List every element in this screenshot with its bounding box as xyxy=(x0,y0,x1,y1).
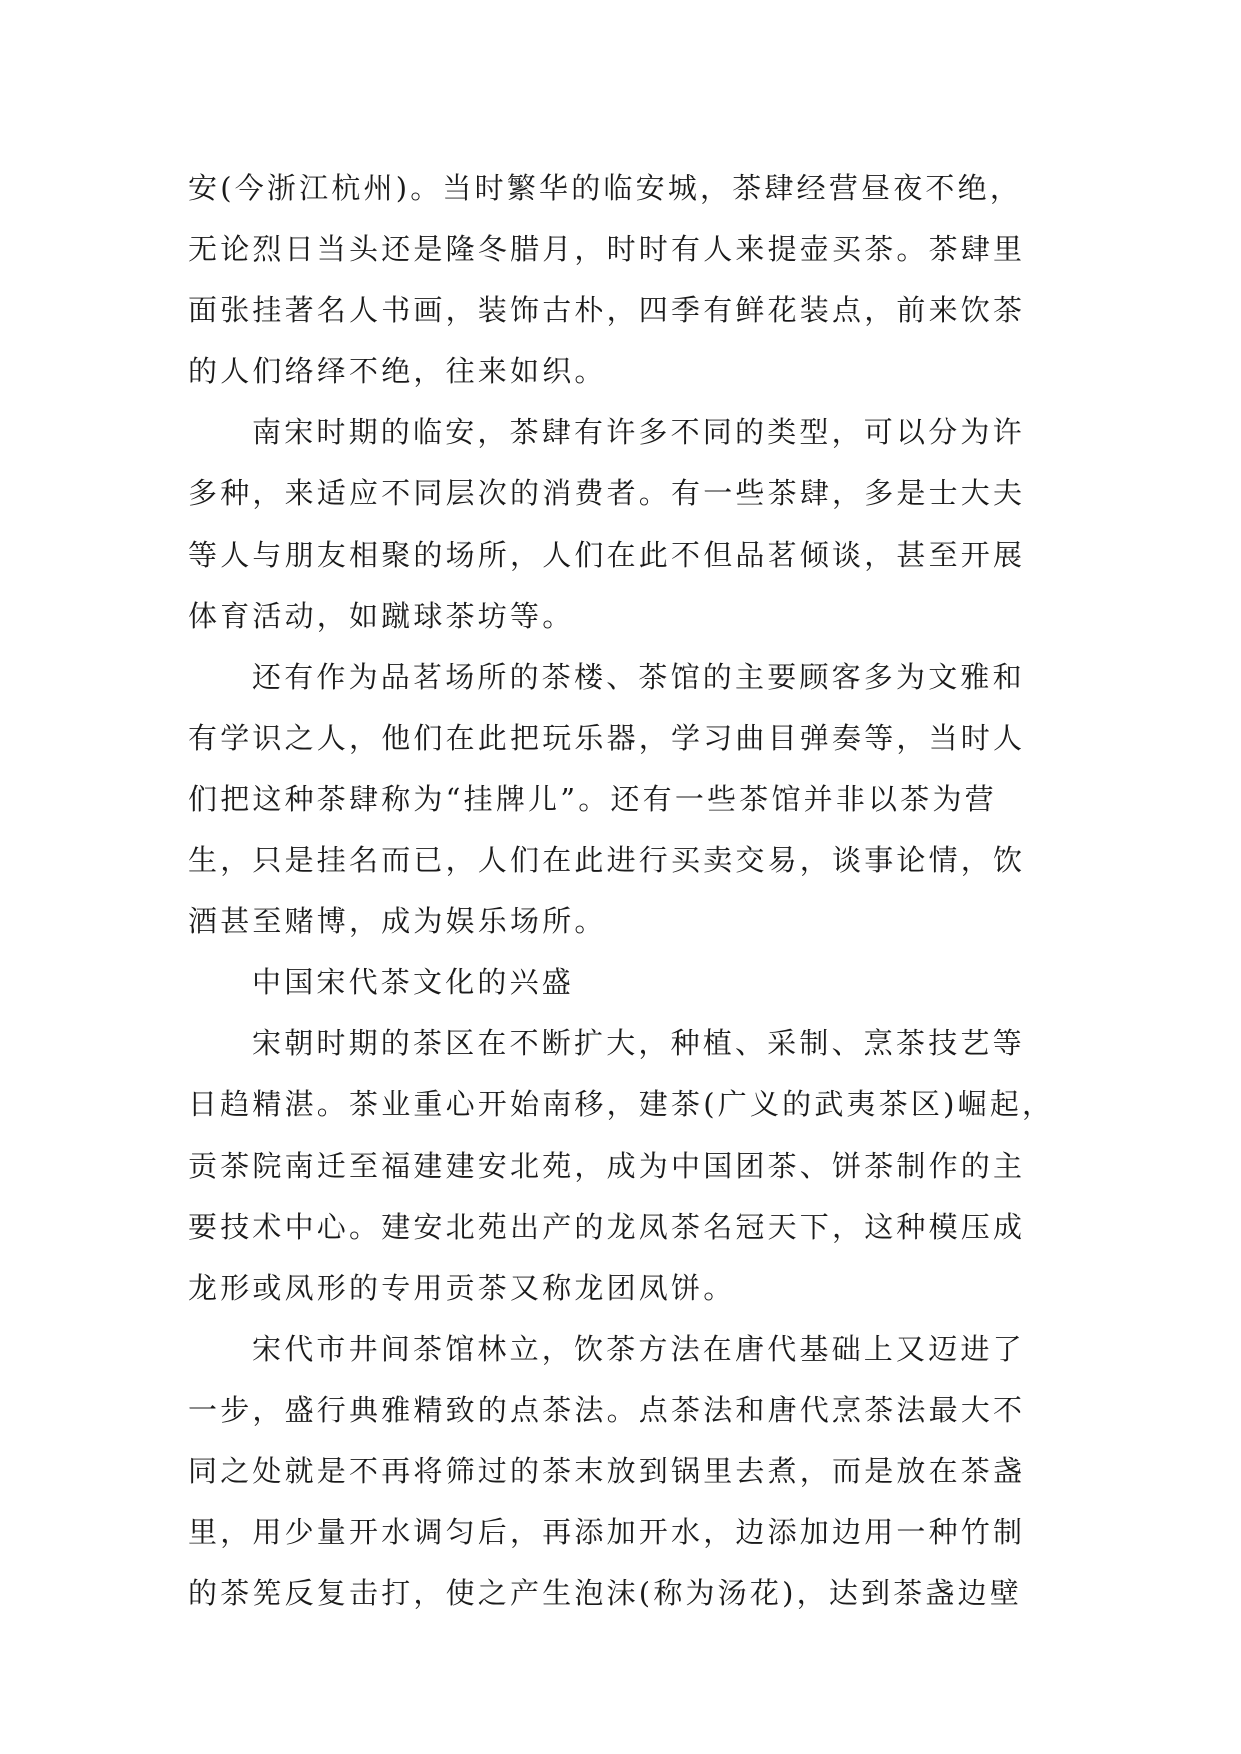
text-line: 安(今浙江杭州)。当时繁华的临安城，茶肆经营昼夜不绝， xyxy=(188,171,1023,205)
text-line: 无论烈日当头还是隆冬腊月，时时有人来提壶买茶。茶肆里 xyxy=(188,232,1026,267)
text-line: 的茶筅反复击打，使之产生泡沫(称为汤花)，达到茶盏边壁 xyxy=(188,1576,1023,1611)
text-line: 酒甚至赌博，成为娱乐场所。 xyxy=(188,904,607,939)
text-line: 贡茶院南迁至福建建安北苑，成为中国团茶、饼茶制作的主 xyxy=(188,1148,1026,1183)
text-line: 南宋时期的临安，茶肆有许多不同的类型，可以分为许 xyxy=(252,415,1025,450)
text-line: 宋代市井间茶馆林立，饮茶方法在唐代基础上又迈进了 xyxy=(252,1331,1025,1366)
text-line: 里，用少量开水调匀后，再添加开水，边添加边用一种竹制 xyxy=(188,1515,1026,1550)
text-line: 要技术中心。建安北苑出产的龙凤茶名冠天下，这种模压成 xyxy=(188,1209,1026,1244)
text-line: 中国宋代茶文化的兴盛 xyxy=(252,965,575,1000)
text-line: 多种，来适应不同层次的消费者。有一些茶肆，多是士大夫 xyxy=(188,476,1026,511)
text-line: 龙形或凤形的专用贡茶又称龙团凤饼。 xyxy=(188,1270,736,1305)
text-line: 日趋精湛。茶业重心开始南移，建茶(广义的武夷茶区)崛起， xyxy=(188,1087,1055,1122)
text-line: 等人与朋友相聚的场所，人们在此不但品茗倾谈，甚至开展 xyxy=(188,537,1026,572)
text-line: 一步，盛行典雅精致的点茶法。点茶法和唐代烹茶法最大不 xyxy=(188,1392,1026,1427)
text-line: 同之处就是不再将筛过的茶末放到锅里去煮，而是放在茶盏 xyxy=(188,1453,1026,1488)
text-line: 面张挂著名人书画，装饰古朴，四季有鲜花装点，前来饮茶 xyxy=(188,293,1026,328)
text-line: 还有作为品茗场所的茶楼、茶馆的主要顾客多为文雅和 xyxy=(252,659,1025,694)
text-line: 宋朝时期的茶区在不断扩大，种植、采制、烹茶技艺等 xyxy=(252,1026,1025,1061)
body-text xyxy=(188,158,1054,1624)
text-line: 体育活动，如蹴球茶坊等。 xyxy=(188,598,575,633)
text-line: 的人们络绎不绝，往来如织。 xyxy=(188,354,607,389)
text-line: 有学识之人，他们在此把玩乐器，学习曲目弹奏等，当时人 xyxy=(188,720,1026,755)
text-line: 生，只是挂名而已，人们在此进行买卖交易，谈事论情，饮 xyxy=(188,843,1026,878)
text-line: 们把这种茶肆称为“挂牌儿”。还有一些茶馆并非以茶为营 xyxy=(188,781,997,816)
